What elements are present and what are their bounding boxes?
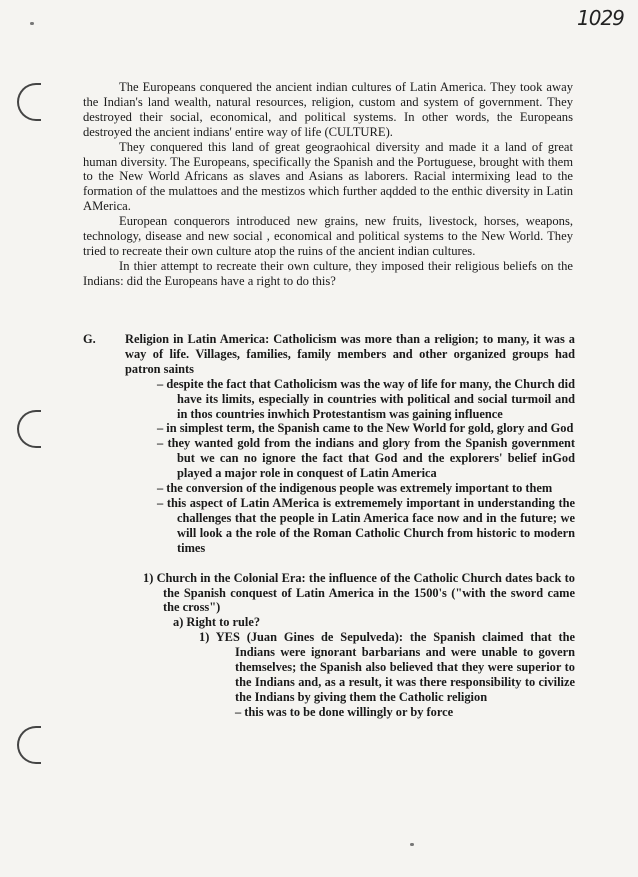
section-g	[83, 332, 575, 377]
section-marker: G.	[83, 332, 96, 346]
intro-paragraph: The Europeans conquered the ancient indian cultures of Latin America. They took away the Indian's land wealth, natural resources, religion, custom and system of government. They destroyed their social, economical, and political systems. In other words, the Europeans destroyed the ancient indians' entire way of life (CULTURE).	[83, 80, 573, 139]
intro-paragraph: European conquerors introduced new grains, new fruits, livestock, horses, weapons, technology, disease and new social , economical and political systems to the New World. They tried to recreate their own culture atop the ruins of the ancient indian cultures.	[83, 214, 573, 258]
subsection-colonial-era: 1) Church in the Colonial Era: the influence of the Catholic Church dates back to the Spanish conquest of Latin America in the 1500's ("with the sword came the cross")	[143, 570, 575, 615]
list-item: – they wanted gold from the indians and glory from the Spanish government but we can no ignore the fact that God and the explorers' belief inGod played a major role in conquest of Latin America	[157, 436, 575, 481]
punch-hole-icon	[17, 726, 41, 764]
section-g-bullets	[83, 377, 575, 556]
subsection-yes-argument: 1) YES (Juan Gines de Sepulveda): the Spanish claimed that the Indians were ignorant barbarians and were unable to govern themselves; the Spanish also believed that they were superior to the Indians and, as a result, it was there responsibility to civilize the Indians by giving them the Catholic religion	[199, 630, 575, 704]
intro-text	[83, 80, 573, 289]
subsection-note: – this was to be done willingly or by force	[235, 704, 454, 719]
subsection-right-to-rule: a) Right to rule?	[173, 615, 261, 630]
punch-hole-icon	[17, 83, 41, 121]
outline-notes	[83, 332, 575, 720]
scan-speck	[30, 22, 34, 25]
list-item: – the conversion of the indigenous people was extremely important to them	[157, 481, 553, 496]
page-number: 1029	[577, 6, 624, 30]
intro-paragraph: In thier attempt to recreate their own culture, they imposed their religious beliefs on the Indians: did the Europeans have a right to do this?	[83, 258, 573, 288]
list-item: – in simplest term, the Spanish came to the New World for gold, glory and God	[157, 421, 574, 436]
section-heading: Religion in Latin America: Catholicism was more than a religion; to many, it was a way of life. Villages, families, family members and other organized groups had patron saints	[125, 332, 575, 376]
scan-speck	[410, 843, 414, 846]
punch-hole-icon	[17, 410, 41, 448]
list-item: – this aspect of Latin AMerica is extrememely important in understanding the challenges that the people in Latin America face now and in the future; we will look a the role of the Roman Catholic Church from historic to modern times	[157, 495, 575, 555]
intro-paragraph: They conquered this land of great geograohical diversity and made it a land of great human diversity. The Europeans, specifically the Spanish and the Portuguese, brought with them to the New World Africans as slaves and Asians as laborers. Racial intermixing lead to the formation of the mulattoes and the mestizos which further aqdded to the enthic diversity in Latin AMerica.	[83, 139, 573, 214]
list-item: – despite the fact that Catholicism was the way of life for many, the Church did have its limits, especially in countries with political and social turmoil and in thos countries inwhich Protestantism was gaining influence	[157, 376, 575, 421]
